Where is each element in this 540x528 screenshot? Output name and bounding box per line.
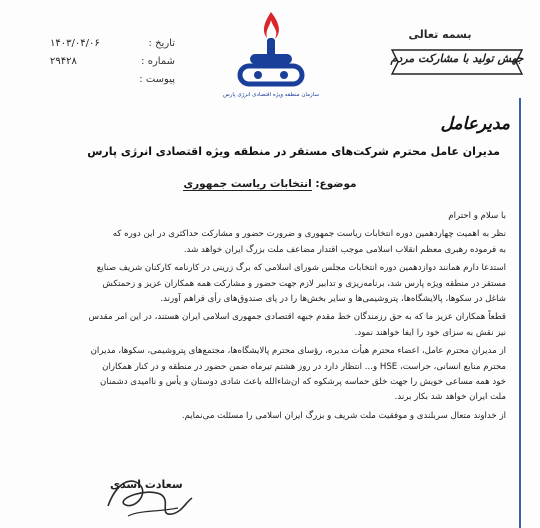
flame-icon [264,12,279,39]
body-line: خود همه مساعی خویش را جهت خلق حماسه پرشکوه که ان‌شاءالله باعث شادی دوستان و یأس و ناامیدی دشمنان [100,377,506,388]
body-line: قطعاً همکاران عزیز ما که به حق رزمندگان خط مقدم جبهه اقتصادی جمهوری اسلامی ایران هستند، در این امر مقدس [88,312,506,323]
oil-flame-logo-icon [216,8,326,92]
letter-meta [50,34,175,88]
body-line: از مدیران محترم عامل، اعضاء محترم هیأت مدیره، رؤسای محترم پالایشگاه‌ها، مجتمع‌های پتروشیمی، سکوها، مدیران [90,346,506,357]
body-line: از خداوند متعال سربلندی و موفقیت ملت شریف و بزرگ ایران اسلامی را مسئلت می‌نمایم. [181,410,506,421]
logo-base-icon [240,66,302,84]
date-label: تاریخ : [148,37,175,49]
body-line: استدعا دارم همانند دوازدهمین دوره انتخابات مجلس شورای اسلامی که برگ زرینی در کارنامه کارکنان شریف صنایع [96,263,506,274]
greeting: با سلام و احترام [448,211,506,221]
body-line: محترم منابع انسانی، حراست، HSE و... انتظار دارد در روز هشتم تیرماه ضمن حضور در منطقه و در کنار همکاران [102,361,506,372]
basmala: بسمه تعالی [408,28,472,41]
logo-dot-icon [254,71,262,79]
subject-value: انتخابات ریاست جمهوری [183,178,312,190]
body-line: ملت ایران خواهد شد بکار برند. [394,392,506,403]
attachment-row [50,70,175,88]
number-label: شماره : [141,55,175,67]
attachment-label: پیوست : [139,73,175,85]
date-value: ۱۴۰۳/۰۴/۰۶ [50,37,100,49]
body-line: شاغل در سکوها، پالایشگاه‌ها، پتروشیمی‌ها و سایر بخش‌ها را در پای صندوق‌های رأی فراهم آورند. [160,294,506,305]
signatory-name: سعادت اسدی [110,478,183,491]
letter-body [40,209,506,424]
body-line: مستقر در منطقه ویژه پارس شد، برنامه‌ریزی و تدابیر لازم جهت حضور و مشارکت همه همکاران عزیز و زحمتکش [102,278,506,289]
subject-line [120,178,420,190]
addressee: مدیران عامل محترم شرکت‌های مستقر در منطقه ویژه اقتصادی انرژی پارس [87,145,500,158]
number-row [50,52,175,70]
body-line: نظر به اهمیت چهاردهمین دوره انتخابات ریاست جمهوری و ضرورت حضور و مشارکت حداکثری در این دوره که [112,229,506,240]
date-row [50,34,175,52]
slogan-text: جهش تولید با مشارکت مردم [390,52,524,65]
logo-caption: سازمان منطقه ویژه اقتصادی انرژی پارس [223,92,319,98]
margin-line [519,98,521,528]
letter-heading: مدیرعامل [440,114,510,134]
handwritten-signature-icon [88,458,208,528]
subject-label: موضوع: [315,178,357,190]
body-line: به فرموده رهبری معظم انقلاب اسلامی موجب اقتدار مضاعف ملت بزرگ ایران خواهد شد. [183,244,506,255]
logo-ring-icon [250,54,292,64]
number-value: ۲۹۴۲۸ [50,55,77,67]
logo-dot-icon [280,71,288,79]
organization-logo [216,8,326,106]
body-line: نیز نقش به سزای خود را ایفا خواهند نمود. [354,327,506,338]
